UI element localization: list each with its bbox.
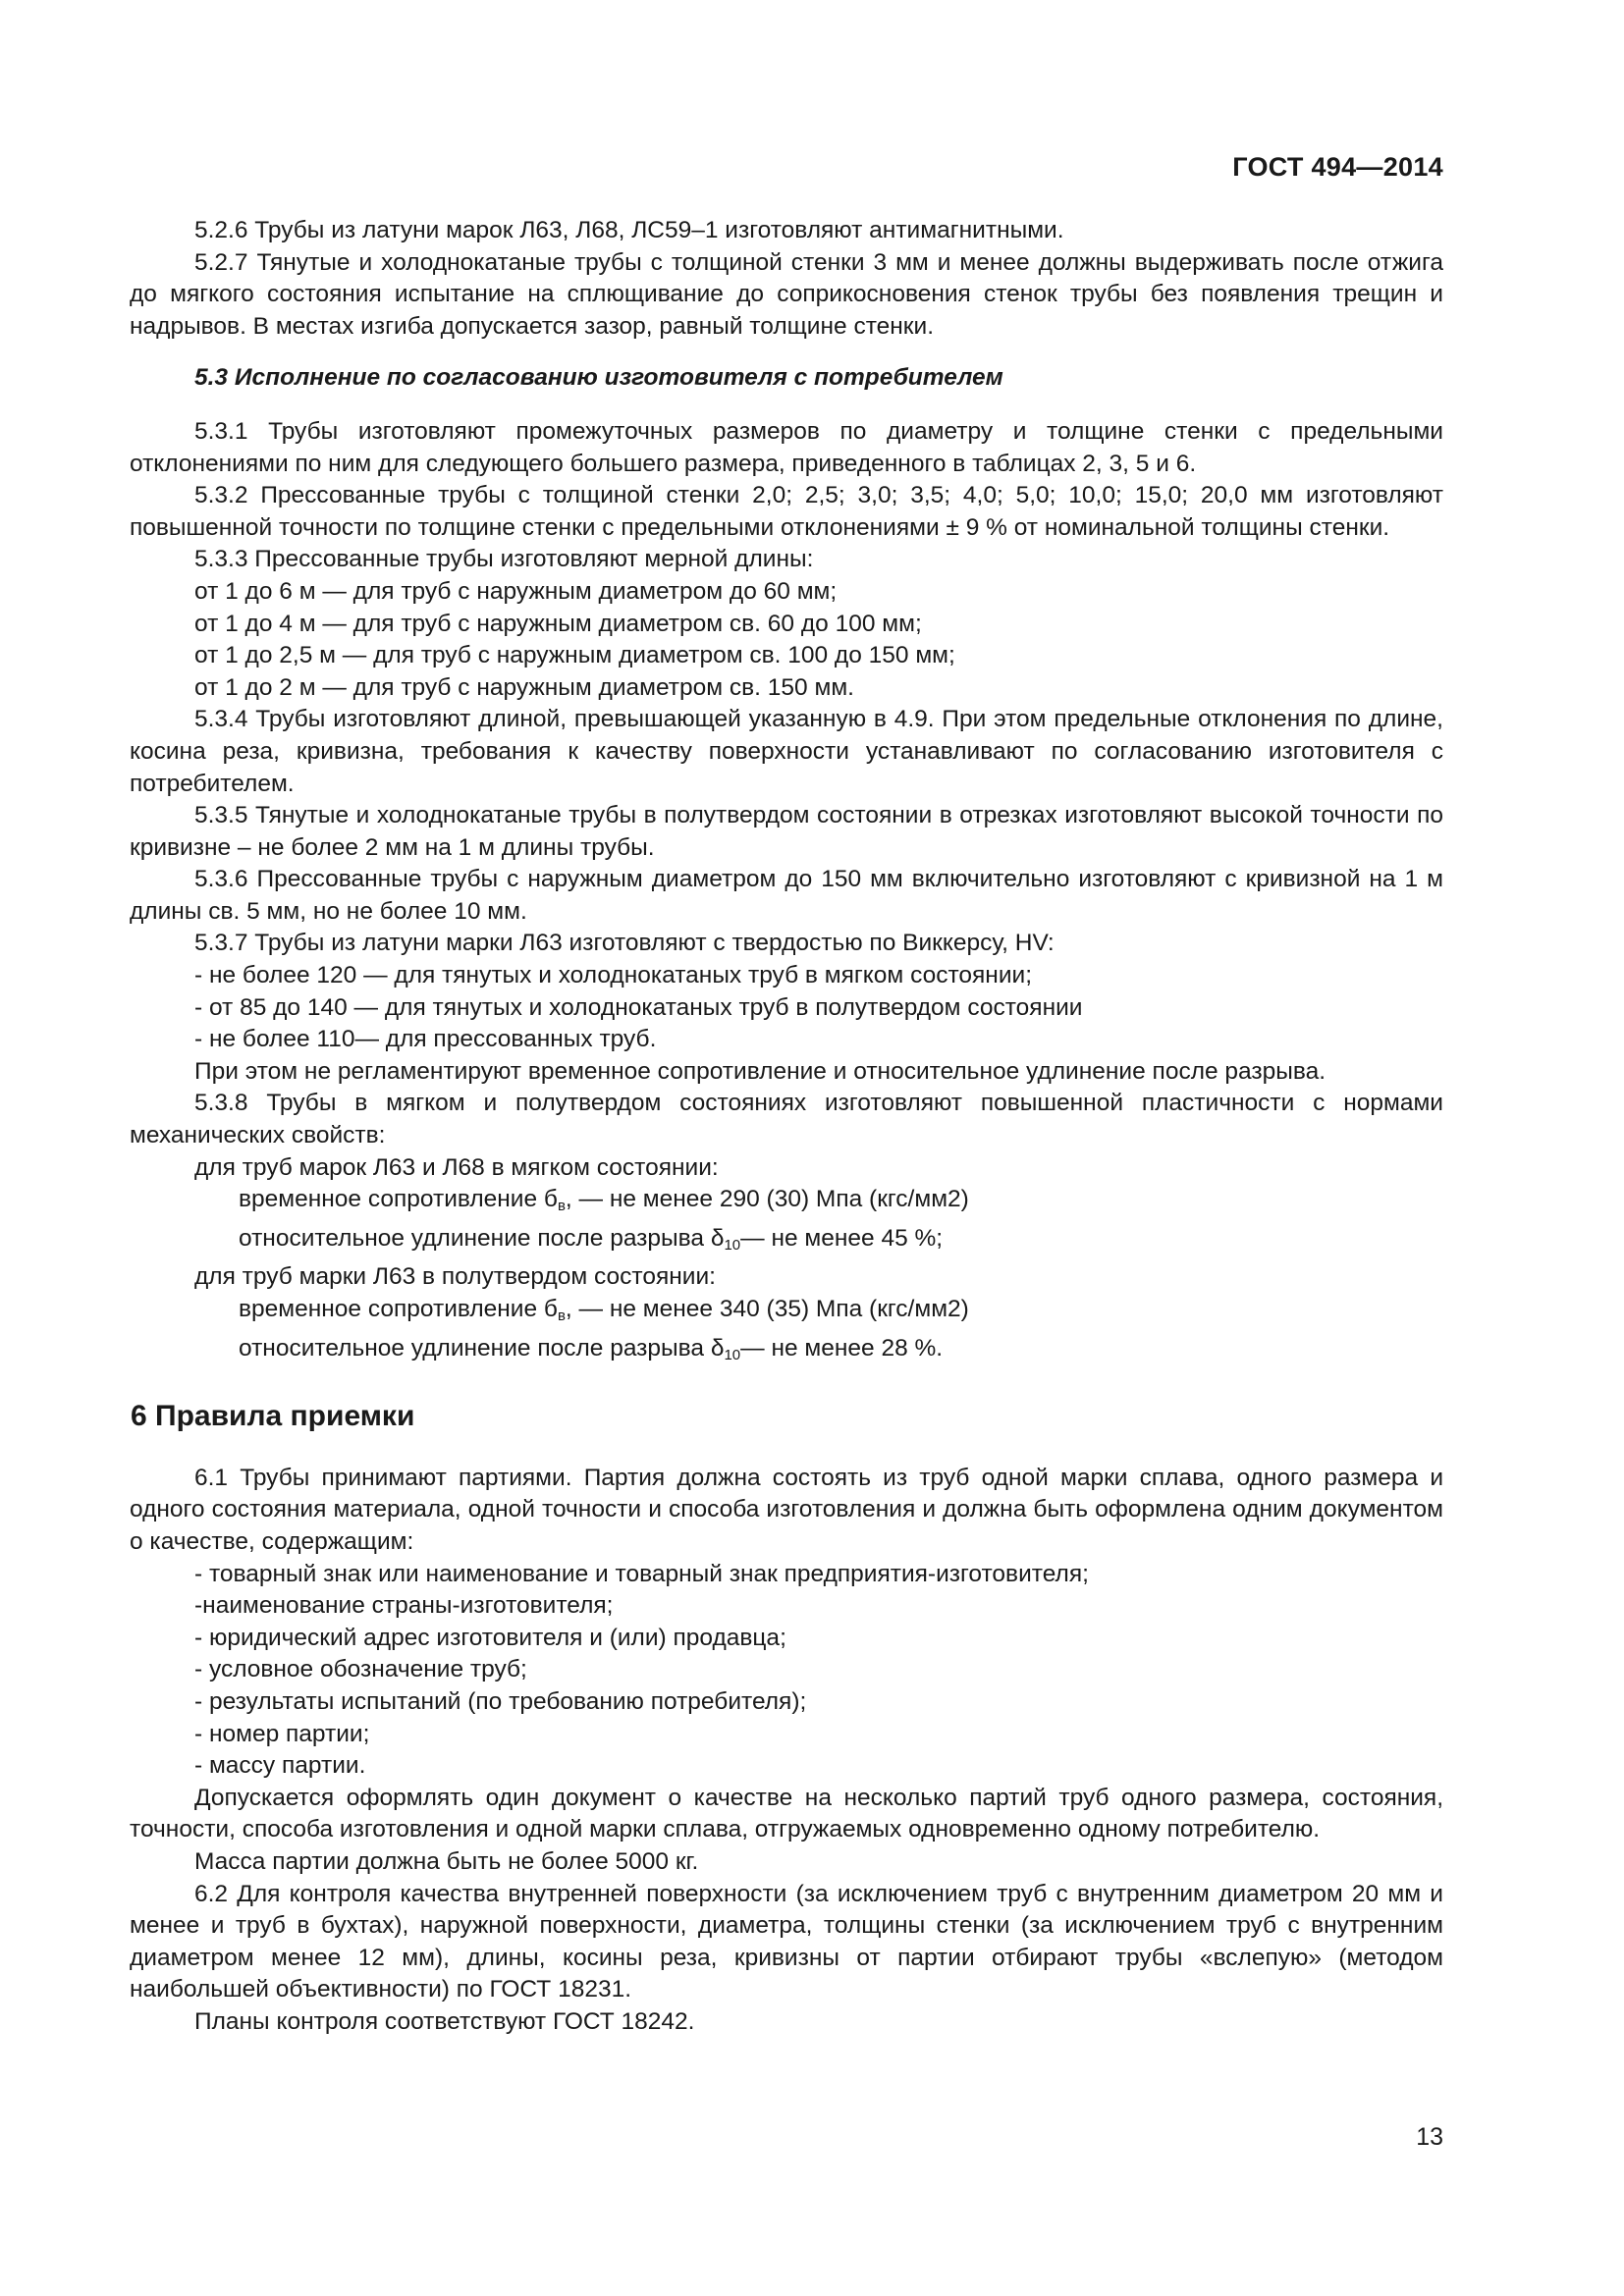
clause-5-3-6: 5.3.6 Прессованные трубы с наружным диаметром до 150 мм включительно изготовляют с кривизной на 1 м длины св. 5 мм, но не более 10 мм. [130,866,1443,925]
list-item: - товарный знак или наименование и товарный знак предприятия-изготовителя; [194,1560,1089,1587]
list-item: от 1 до 4 м — для труб с наружным диаметром св. 60 до 100 мм; [194,610,922,637]
clause-5-3-4: 5.3.4 Трубы изготовляют длиной, превышающей указанную в 4.9. При этом предельные отклонения по длине, косина реза, кривизна, требования к качеству поверхности устанавливают по согласованию изготовителя с потребителем. [130,706,1443,797]
property-line: относительное удлинение после разрыва $\delta_{10}—$ не менее 45 %; [239,1224,944,1254]
doc-header: ГОСТ 494—2014 [1232,152,1443,182]
document-body [130,215,1443,2038]
clause-5-3-2: 5.3.2 Прессованные трубы с толщиной стенки 2,0; 2,5; 3,0; 3,5; 4,0; 5,0; 10,0; 15,0; 20,0 мм изготовляют повышенной точности по толщине стенки с предельными отклонениями ± 9 % от номинальной толщины стенки. [130,482,1443,541]
clause-6-2: 6.2 Для контроля качества внутренней поверхности (за исключением труб с внутренним диаметром 20 мм и менее и труб в бухтах), наружной поверхности, диаметра, толщины стенки (за исключением труб с внутренним диаметром менее 12 мм), длины, косины реза, кривизны от партии отбирают трубы «вслепую» (методом наибольшей объективности) по ГОСТ 18231. [130,1880,1443,2003]
list-item: - юридический адрес изготовителя и (или) продавца; [194,1624,786,1651]
clause-6-1-mass: Масса партии должна быть не более 5000 кг. [194,1847,699,1875]
list-item: - не более 110— для прессованных труб. [194,1026,657,1053]
section-6-heading: 6 Правила приемки [131,1400,415,1433]
list-item: - от 85 до 140 — для тянутых и холоднокатаных труб в полутвердом состоянии [194,993,1083,1021]
list-item: от 1 до 2,5 м — для труб с наружным диаметром св. 100 до 150 мм; [194,642,955,669]
page-number: 13 [1416,2123,1443,2151]
clause-5-3-7-note: При этом не регламентируют временное сопротивление и относительное удлинение после разрыва. [194,1057,1326,1085]
clause-6-1-para: Допускается оформлять один документ о качестве на несколько партий труб одного размера, состояния, точности, способа изготовления и одной марки сплава, отгружаемых одновременно одному потребителю. [130,1784,1443,1843]
clause-5-3-8: 5.3.8 Трубы в мягком и полутвердом состояниях изготовляют повышенной пластичности с нормами механических свойств: [130,1090,1443,1149]
list-item: - условное обозначение труб; [194,1656,527,1683]
list-item: - результаты испытаний (по требованию потребителя); [194,1687,807,1715]
list-item: от 1 до 2 м — для труб с наружным диаметром св. 150 мм. [194,673,854,701]
clause-5-3-3: 5.3.3 Прессованные трубы изготовляют мерной длины: [194,546,814,573]
property-group-heading: для труб марки Л63 в полутвердом состоянии: [194,1263,716,1291]
section-5-3-heading: 5.3 Исполнение по согласованию изготовителя с потребителем [194,364,1003,392]
property-line: временное сопротивление $б_в$, — не менее 290 (30) Мпа (кгс/мм2) [239,1186,969,1215]
list-item: -наименование страны-изготовителя; [194,1592,614,1620]
list-item: - массу партии. [194,1752,366,1780]
list-item: от 1 до 6 м — для труб с наружным диаметром до 60 мм; [194,577,838,605]
list-item: - не более 120 — для тянутых и холоднокатаных труб в мягком состоянии; [194,962,1033,989]
clause-6-2-plans: Планы контроля соответствуют ГОСТ 18242. [194,2007,695,2035]
clause-5-3-5: 5.3.5 Тянутые и холоднокатаные трубы в полутвердом состоянии в отрезках изготовляют высокой точности по кривизне – не более 2 мм на 1 м длины трубы. [130,802,1443,861]
property-line: относительное удлинение после разрыва $\delta_{10}—$ не менее 28 %. [239,1334,944,1363]
clause-5-3-1: 5.3.1 Трубы изготовляют промежуточных размеров по диаметру и толщине стенки с предельными отклонениями по ним для следующего большего размера, приведенного в таблицах 2, 3, 5 и 6. [130,417,1443,477]
clause-5-2-6: 5.2.6 Трубы из латуни марок Л63, Л68, ЛС59–1 изготовляют антимагнитными. [194,217,1064,243]
property-line: временное сопротивление $б_в$, — не менее 340 (35) Мпа (кгс/мм2) [239,1296,969,1324]
list-item: - номер партии; [194,1720,370,1747]
property-group-heading: для труб марок Л63 и Л68 в мягком состоянии: [194,1153,719,1181]
clause-6-1: 6.1 Трубы принимают партиями. Партия должна состоять из труб одной марки сплава, одного размера и одного состояния материала, одной точности и способа изготовления и должна быть оформлена одним документом о качестве, содержащим: [130,1464,1443,1555]
clause-5-3-7: 5.3.7 Трубы из латуни марки Л63 изготовляют с твердостью по Виккерсу, HV: [194,930,1055,957]
clause-5-2-7: 5.2.7 Тянутые и холоднокатаные трубы с толщиной стенки 3 мм и менее должны выдерживать после отжига до мягкого состояния испытание на сплющивание до соприкосновения стенок трубы без появления трещин и надрывов. В местах изгиба допускается зазор, равный толщине стенки. [130,248,1443,340]
